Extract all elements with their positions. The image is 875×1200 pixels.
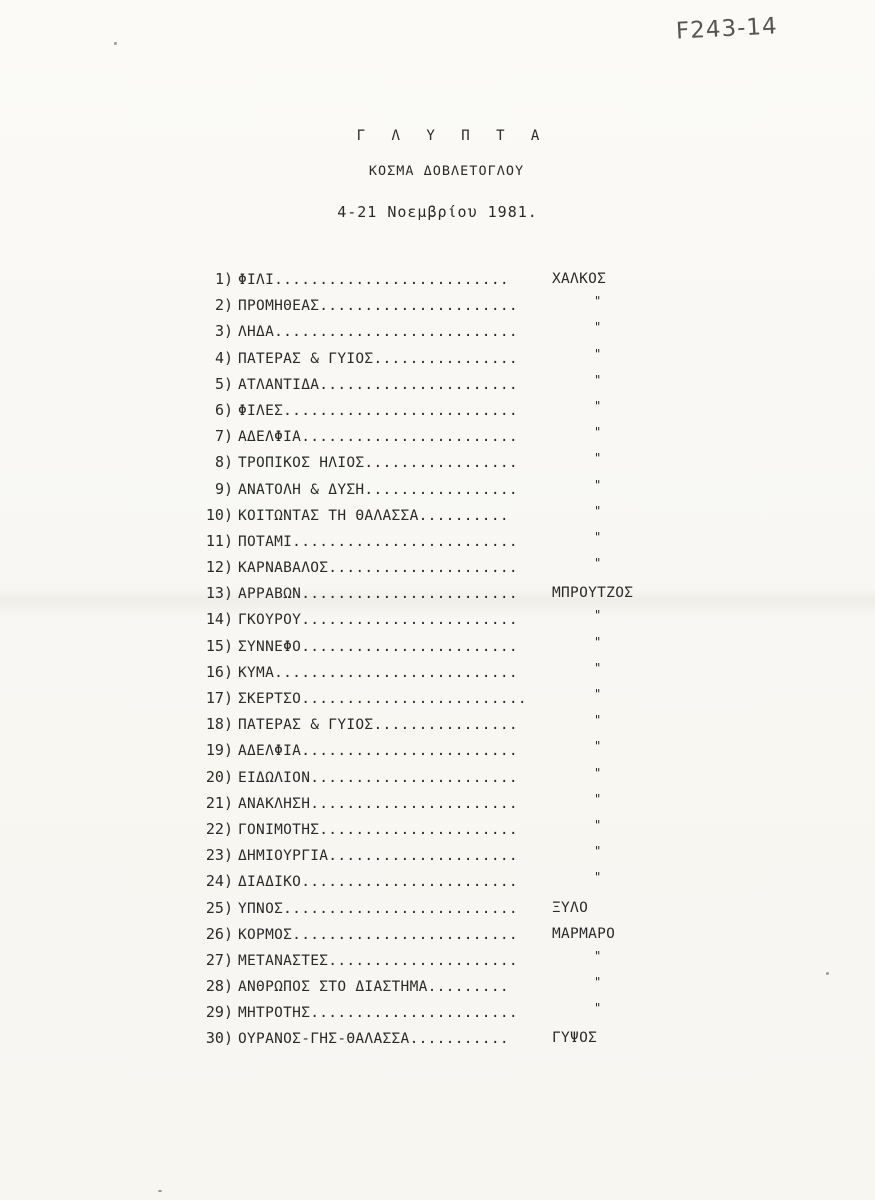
work-number: 2) — [214, 296, 233, 315]
work-title: ΚΟΙΤΩΝΤΑΣ ΤΗ ΘΑΛΑΣΣΑ.......... — [238, 507, 509, 524]
work-title: ΣΚΕΡΤΣΟ......................... — [238, 691, 527, 707]
work-material: " — [594, 556, 602, 571]
work-material: " — [594, 294, 602, 309]
work-number: 24) — [205, 872, 233, 891]
work-title: ΑΡΡΑΒΩΝ........................ — [238, 586, 518, 603]
work-row — [180, 633, 602, 659]
work-material: ΜΠΡΟΥΤΖΟΣ — [552, 585, 634, 602]
work-material: " — [594, 320, 602, 335]
work-number: 29) — [205, 1003, 233, 1022]
work-title: ΕΙΔΩΛΙΟΝ....................... — [238, 769, 518, 786]
work-material: " — [594, 870, 602, 885]
work-material: " — [594, 372, 602, 387]
work-material: " — [594, 817, 602, 832]
work-number: 10) — [205, 505, 233, 524]
work-material: " — [594, 425, 602, 440]
work-number: 26) — [205, 924, 233, 943]
archive-reference: F243-14 — [675, 13, 779, 45]
work-material: ΞΥΛΟ — [552, 899, 589, 916]
work-material: " — [594, 660, 602, 675]
work-row — [180, 449, 602, 475]
work-title: ΟΥΡΑΝΟΣ-ΓΗΣ-ΘΑΛΑΣΣΑ........... — [238, 1031, 509, 1048]
work-row — [180, 921, 616, 947]
work-title: ΠΡΟΜΗΘΕΑΣ...................... — [238, 298, 518, 315]
work-title: ΤΡΟΠΙΚΟΣ ΗΛΙΟΣ................. — [238, 455, 518, 472]
work-number: 5) — [214, 374, 233, 393]
work-material: " — [594, 346, 602, 361]
work-row — [180, 292, 602, 318]
work-material: " — [594, 948, 602, 963]
work-material: " — [594, 634, 602, 649]
work-number: 19) — [205, 741, 233, 760]
work-title: ΓΟΝΙΜΟΤΗΣ...................... — [238, 821, 518, 838]
work-material: " — [594, 451, 602, 466]
work-material: " — [594, 844, 602, 859]
work-row — [180, 554, 602, 580]
work-row — [180, 528, 602, 554]
paper-speck — [826, 972, 829, 975]
artist-name: ΚΟΣΜΑ ΔΟΒΛΕΤΟΓΛΟΥ — [368, 163, 525, 179]
work-number: 18) — [205, 715, 233, 734]
work-number: 8) — [214, 453, 233, 472]
work-row — [180, 1025, 598, 1051]
work-title: ΣΥΝΝΕΦΟ........................ — [238, 638, 518, 655]
paper-speck — [114, 42, 117, 45]
work-row — [180, 790, 602, 816]
work-title: ΚΑΡΝΑΒΑΛΟΣ..................... — [238, 560, 518, 577]
work-row — [180, 868, 602, 894]
work-material: ΧΑΛΚΟΣ — [552, 271, 607, 287]
work-title: ΑΝΑΚΛΗΣΗ....................... — [238, 795, 518, 812]
work-row — [180, 947, 602, 973]
work-row — [180, 397, 602, 423]
work-number: 30) — [205, 1029, 233, 1048]
work-number: 28) — [205, 977, 233, 996]
exhibition-dates: 4-21 Νοεμβρίου 1981. — [337, 203, 538, 221]
work-title: ΓΚΟΥΡΟΥ........................ — [238, 612, 518, 629]
work-material: " — [594, 975, 602, 990]
work-material: " — [594, 398, 602, 413]
work-number: 1) — [214, 270, 233, 288]
work-material: " — [594, 503, 602, 518]
work-row — [180, 711, 602, 737]
work-row — [180, 764, 602, 790]
work-row — [180, 345, 602, 371]
work-material: " — [594, 608, 602, 623]
work-material: " — [594, 791, 602, 806]
work-title: ΠΟΤΑΜΙ......................... — [238, 533, 518, 550]
work-number: 16) — [205, 662, 233, 681]
work-number: 23) — [205, 846, 233, 865]
work-title: ΚΥΜΑ........................... — [238, 664, 518, 681]
work-row — [180, 973, 602, 999]
work-row — [180, 476, 602, 502]
work-title: ΔΗΜΙΟΥΡΓΙΑ..................... — [238, 848, 518, 865]
work-number: 20) — [205, 767, 233, 786]
work-material: " — [594, 529, 602, 544]
work-title: ΑΝΑΤΟΛΗ & ΔΥΣΗ................. — [238, 481, 518, 498]
work-title: ΑΔΕΛΦΙΑ........................ — [238, 429, 518, 446]
work-number: 15) — [205, 636, 233, 655]
work-material: " — [594, 1001, 602, 1016]
document-title: Γ Λ Υ Π Τ Α — [356, 128, 549, 144]
work-row — [180, 999, 602, 1025]
work-number: 22) — [205, 819, 233, 838]
work-title: ΦΙΛΕΣ.......................... — [238, 402, 518, 419]
work-title: ΜΕΤΑΝΑΣΤΕΣ..................... — [238, 952, 518, 969]
work-title: ΥΠΝΟΣ.......................... — [238, 900, 518, 917]
work-number: 9) — [214, 479, 233, 498]
work-title: ΚΟΡΜΟΣ......................... — [238, 926, 518, 943]
work-number: 11) — [205, 531, 233, 550]
work-material: ΓΥΨΟΣ — [552, 1030, 598, 1047]
work-material: " — [594, 687, 602, 701]
work-title: ΜΗΤΡΟΤΗΣ....................... — [238, 1005, 518, 1022]
work-number: 3) — [214, 322, 233, 341]
work-number: 17) — [205, 689, 233, 707]
work-row — [180, 842, 602, 868]
work-number: 27) — [205, 950, 233, 969]
work-material: " — [594, 739, 602, 754]
work-row — [180, 318, 602, 344]
work-row — [180, 371, 602, 397]
work-row — [180, 737, 602, 763]
work-number: 25) — [205, 898, 233, 917]
work-title: ΑΤΛΑΝΤΙΔΑ...................... — [238, 376, 518, 393]
work-title: ΦΙΛΙ.......................... — [238, 272, 509, 288]
work-title: ΛΗΔΑ........................... — [238, 324, 518, 341]
work-title: ΔΙΑΔΙΚΟ........................ — [238, 874, 518, 891]
work-row — [180, 423, 602, 449]
work-number: 4) — [214, 348, 233, 367]
work-number: 7) — [214, 427, 233, 446]
work-row — [180, 659, 602, 685]
work-row — [180, 685, 602, 711]
paper-speck — [158, 1190, 162, 1192]
work-number: 6) — [214, 400, 233, 419]
work-row — [180, 606, 602, 632]
work-title: ΠΑΤΕΡΑΣ & ΓΥΙΟΣ................ — [238, 717, 518, 734]
work-row — [180, 895, 589, 921]
work-number: 21) — [205, 793, 233, 812]
work-row — [180, 502, 602, 528]
works-list — [180, 266, 634, 1052]
work-row — [180, 816, 602, 842]
work-number: 13) — [205, 584, 233, 603]
work-row — [180, 266, 607, 292]
work-title: ΑΝΘΡΩΠΟΣ ΣΤΟ ΔΙΑΣΤΗΜΑ......... — [238, 979, 509, 996]
work-number: 14) — [205, 610, 233, 629]
work-material: " — [594, 765, 602, 780]
work-title: ΑΔΕΛΦΙΑ........................ — [238, 743, 518, 760]
work-material: ΜΑΡΜΑΡΟ — [552, 925, 616, 942]
work-row — [180, 580, 634, 606]
work-number: 12) — [205, 558, 233, 577]
work-material: " — [594, 713, 602, 728]
work-material: " — [594, 477, 602, 492]
work-title: ΠΑΤΕΡΑΣ & ΓΥΙΟΣ................ — [238, 350, 518, 367]
